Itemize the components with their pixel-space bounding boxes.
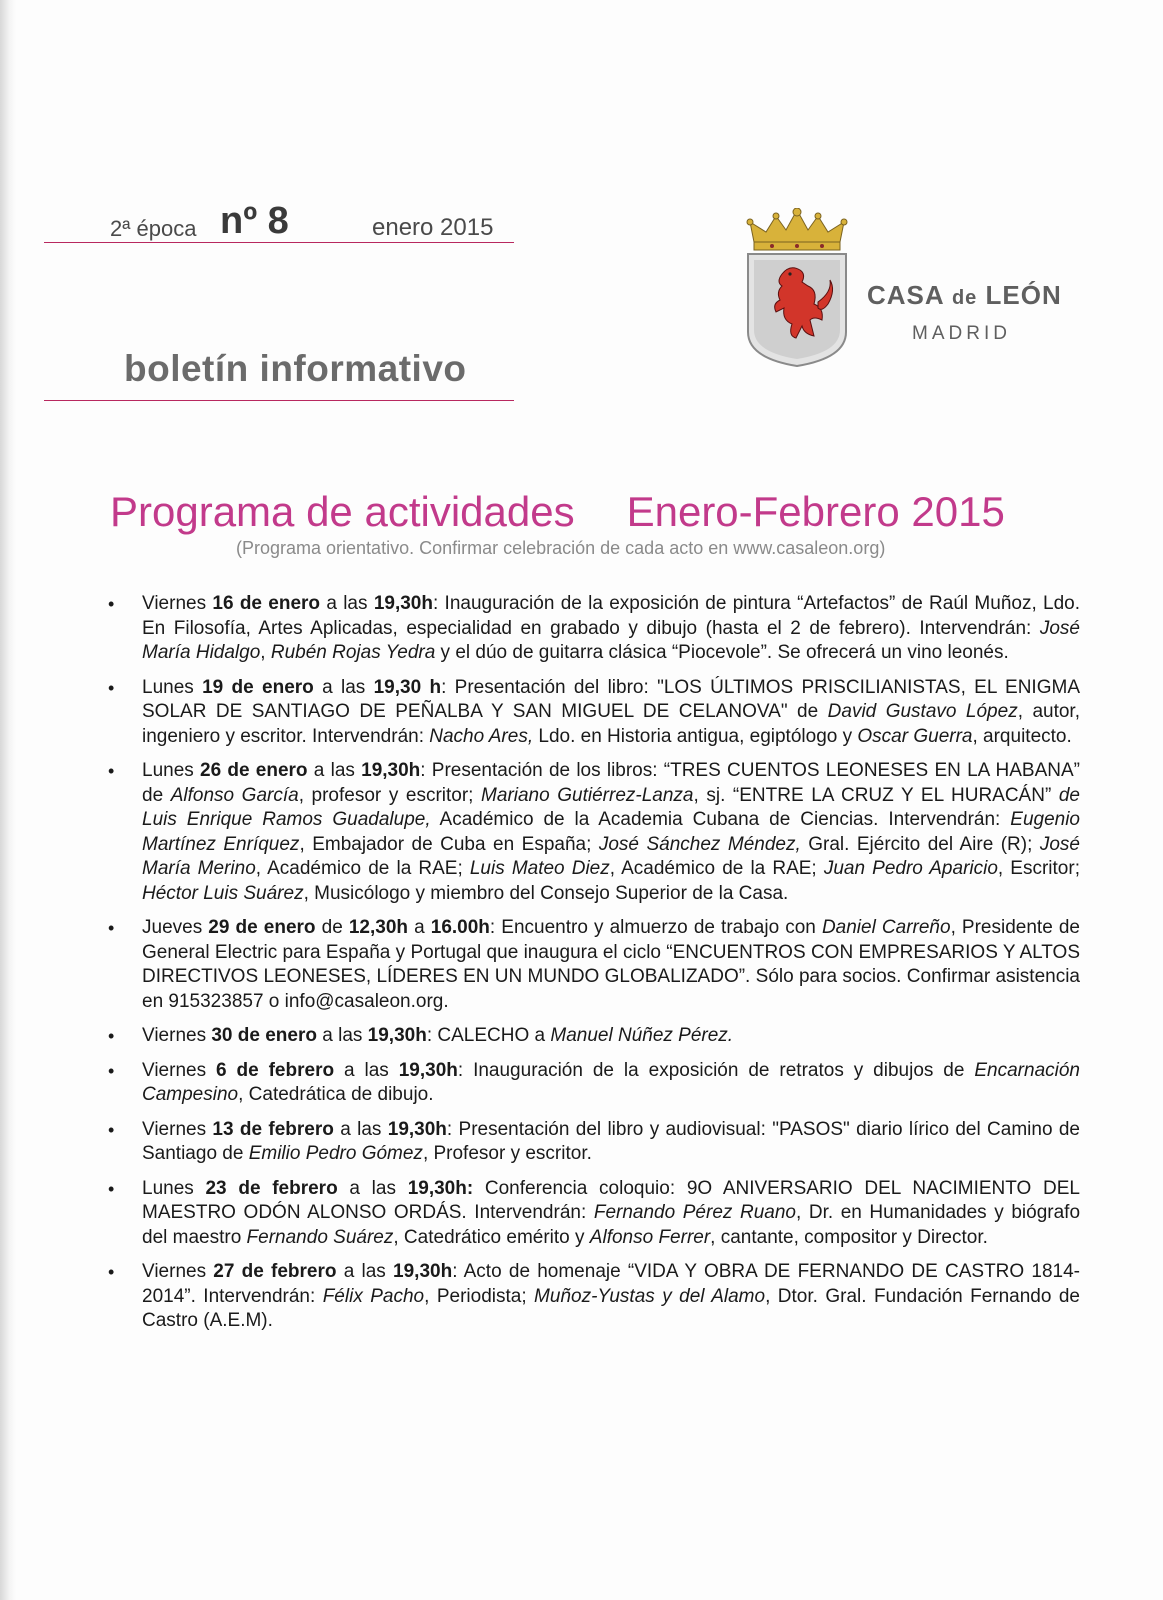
activity-item — [102, 592, 1080, 666]
activity-person-text: Oscar Guerra — [857, 725, 973, 747]
activity-person-text: Emilio Pedro Gómez — [248, 1143, 423, 1164]
activity-date-text: 12,30h — [348, 917, 409, 938]
activity-person-text: Muñoz-Yustas y del Alamo — [534, 1285, 766, 1307]
activity-text: , Académico de la RAE; — [255, 858, 470, 879]
activity-text: Viernes — [142, 1118, 213, 1140]
activity-person-text: de Luis Enrique Ramos Guadalupe, — [142, 784, 1080, 830]
activity-person-text: José María Merino — [142, 833, 1080, 879]
activity-text: a las — [307, 760, 362, 781]
bullet-icon: • — [108, 677, 115, 698]
activity-person-text: Eugenio Martínez Enríquez — [142, 809, 1080, 855]
activity-text: : Inauguración de la exposición de pintura “Artefactos” de Raúl Muñoz, Ldo. En Filosofía, Artes Aplicadas, especialidad en grabado y dibujo (hasta el 2 de febrero). Intervendrán: — [142, 593, 1081, 639]
activity-text: , Presidente de General Electric para España y Portugal que inaugura el ciclo “ENCUENTROS CON EMPRESARIOS Y ALTOS DIRECTIVOS LEONESES, LÍDERES EN UN MUNDO GLOBALIZADO”. Sólo para socios. Confirmar asistencia en 915323857 o info@casaleon.org. — [142, 917, 1080, 1012]
activity-text: , Dr. en Humanidades y biógrafo del maestro — [142, 1202, 1081, 1248]
bulletin-title-text: boletín informativo — [124, 348, 467, 389]
activity-person-text: José María Hidalgo — [142, 617, 1080, 663]
program-title — [110, 488, 1090, 536]
activity-person-text: Alfonso García — [170, 784, 299, 806]
issue-epoca: 2ª época — [110, 216, 197, 241]
activity-text: : Presentación del libro: "LOS ÚLTIMOS PRISCILIANISTAS, EL ENIGMA SOLAR DE SANTIAGO DE PEÑALBA Y SAN MIGUEL DE CELANOVA" de — [142, 676, 1080, 722]
activity-date-text: 19 de enero — [202, 676, 314, 698]
activity-item — [102, 1177, 1080, 1251]
bullet-icon: • — [108, 1119, 115, 1140]
activity-person-text: José Sánchez Méndez, — [598, 833, 801, 855]
activity-text: a — [408, 917, 431, 938]
activity-text: Ldo. en Historia antigua, egiptólogo y — [533, 725, 858, 747]
activity-item — [102, 1059, 1080, 1108]
org-name-casa: CASA — [867, 280, 944, 310]
activity-person-text: Mariano Gutiérrez-Lanza — [481, 784, 694, 806]
activity-date-text: 6 de febrero — [216, 1059, 335, 1081]
activity-date-text: 19,30h — [398, 1059, 458, 1081]
activity-date-text: 16.00h — [430, 917, 490, 938]
activity-date-text: 16 de enero — [212, 593, 321, 614]
activity-text: Lunes — [142, 676, 203, 698]
activity-item — [102, 1118, 1080, 1167]
activity-person-text: Encarnación Campesino — [142, 1059, 1080, 1105]
activity-date-text: 13 de febrero — [212, 1118, 334, 1140]
activity-text: : Presentación de los libros: “TRES CUENTOS LEONESES EN LA HABANA” de — [142, 760, 1080, 806]
issue-line — [44, 196, 514, 243]
logo-area — [742, 208, 1072, 378]
activity-text: : Presentación del libro y audiovisual: "PASOS" diario lírico del Camino de Santiago de — [142, 1118, 1080, 1164]
activity-person-text: Nacho Ares, — [429, 725, 534, 747]
org-name-leon: LEÓN — [985, 280, 1062, 310]
activity-text: a las — [334, 1059, 399, 1081]
activity-item — [102, 676, 1080, 750]
activity-person-text: Félix Pacho — [322, 1285, 425, 1307]
issue-date: enero 2015 — [372, 214, 494, 241]
activity-list — [102, 592, 1080, 1344]
activity-text: : CALECHO a — [426, 1025, 551, 1046]
activity-text: Lunes — [142, 1177, 206, 1199]
activity-text: , Musicólogo y miembro del Consejo Superior de la Casa. — [303, 882, 789, 904]
activity-text: Jueves — [142, 917, 209, 938]
activity-date-text: 19,30 h — [373, 676, 442, 698]
activity-text: a las — [320, 593, 374, 614]
activity-item — [102, 1024, 1080, 1049]
activity-text: , profesor y escritor; — [298, 784, 482, 806]
activity-text: a las — [316, 1025, 368, 1046]
casa-de-leon-coat-of-arms-icon — [742, 208, 852, 368]
activity-person-text: Juan Pedro Aparicio — [823, 858, 998, 879]
activity-text: Gral. Ejército del Aire (R); — [800, 833, 1040, 855]
activity-text: , arquitecto. — [972, 725, 1072, 747]
bullet-icon: • — [108, 1026, 115, 1046]
masthead — [44, 196, 514, 389]
activity-text: , Dtor. Gral. Fundación Fernando de Castro (A.E.M). — [142, 1285, 1081, 1331]
activity-text: Viernes — [142, 1261, 214, 1282]
activity-text: , Catedrático emérito y — [393, 1226, 590, 1248]
org-name-de: de — [951, 287, 978, 309]
activity-text: , Embajador de Cuba en España; — [299, 833, 599, 855]
activity-item — [102, 759, 1080, 906]
bulletin-title — [44, 344, 514, 401]
activity-date-text: 19,30h — [393, 1261, 453, 1282]
activity-date-text: 19,30h — [361, 760, 421, 781]
activity-text: de — [315, 917, 349, 938]
activity-date-text: 19,30h — [367, 1025, 427, 1046]
activity-text: a las — [337, 1177, 408, 1199]
activity-text: , Escritor; — [997, 858, 1080, 879]
activity-person-text: Manuel Núñez Pérez. — [550, 1025, 734, 1046]
activity-text: , Académico de la RAE; — [609, 858, 824, 879]
activity-text: , autor, ingeniero y escritor. Intervendrán: — [142, 701, 1080, 747]
activity-date-text: 19,30h: — [407, 1177, 474, 1199]
program-subtitle: (Programa orientativo. Confirmar celebración de cada acto en www.casaleon.org) — [236, 538, 886, 558]
activity-text: , Catedrática de dibujo. — [238, 1084, 434, 1105]
activity-text: Viernes — [142, 1025, 212, 1046]
activity-text: : Inauguración de la exposición de retratos y dibujos de — [457, 1059, 975, 1081]
activity-text: : Encuentro y almuerzo de trabajo con — [489, 917, 822, 938]
bullet-icon: • — [108, 1262, 115, 1282]
activity-date-text: 19,30h — [387, 1118, 447, 1140]
activity-date-text: 23 de febrero — [205, 1177, 338, 1199]
activity-text: , Periodista; — [424, 1285, 535, 1307]
org-name — [867, 280, 1062, 311]
activity-person-text: Héctor Luis Suárez — [142, 882, 304, 904]
activity-date-text: 30 de enero — [211, 1025, 317, 1046]
activity-text: a las — [336, 1261, 394, 1282]
program-title-left: Programa de actividades — [110, 488, 575, 535]
activity-person-text: Rubén Rojas Yedra — [270, 642, 436, 663]
activity-person-text: Daniel Carreño — [821, 917, 951, 938]
activity-text: Lunes — [142, 760, 201, 781]
activity-item — [102, 1260, 1080, 1334]
activity-text: Viernes — [142, 593, 213, 614]
org-city: MADRID — [912, 323, 1011, 344]
activity-date-text: 27 de febrero — [213, 1261, 337, 1282]
bullet-icon: • — [108, 918, 115, 938]
activity-date-text: 26 de enero — [200, 760, 308, 781]
activity-date-text: 29 de enero — [208, 917, 316, 938]
activity-text: , — [260, 642, 271, 663]
activity-person-text: David Gustavo López — [827, 701, 1018, 722]
activity-text: a las — [313, 676, 374, 698]
activity-text: Conferencia coloquio: 9O ANIVERSARIO DEL NACIMIENTO DEL MAESTRO ODÓN ALONSO ORDÁS. Intervendrán: — [142, 1177, 1080, 1223]
scan-left-edge — [0, 0, 16, 1600]
activity-text: , sj. “ENTRE LA CRUZ Y EL HURACÁN” — [693, 784, 1059, 806]
activity-item — [102, 916, 1080, 1014]
bullet-icon: • — [108, 1060, 115, 1081]
activity-person-text: Fernando Suárez — [246, 1226, 394, 1248]
activity-person-text: Fernando Pérez Ruano — [593, 1202, 796, 1223]
bullet-icon: • — [108, 1178, 115, 1199]
activity-text: a las — [333, 1118, 388, 1140]
issue-number: nº 8 — [220, 200, 289, 242]
activity-text: , cantante, compositor y Director. — [710, 1226, 988, 1248]
program-title-right: Enero-Febrero 2015 — [626, 488, 1005, 535]
activity-text: Académico de la Academia Cubana de Ciencias. Intervendrán: — [430, 809, 1011, 830]
activity-person-text: Luis Mateo Diez — [469, 858, 610, 879]
bullet-icon: • — [108, 761, 115, 781]
bullet-icon: • — [108, 594, 115, 614]
activity-text: y el dúo de guitarra clásica “Piocevole”. Se ofrecerá un vino leonés. — [435, 642, 1009, 663]
activity-text: : Acto de homenaje “VIDA Y OBRA DE FERNANDO DE CASTRO 1814-2014”. Intervendrán: — [142, 1261, 1080, 1307]
activity-text: , Profesor y escritor. — [422, 1143, 592, 1164]
activity-date-text: 19,30h — [373, 593, 433, 614]
activity-text: Viernes — [142, 1059, 217, 1081]
activity-person-text: Alfonso Ferrer — [589, 1226, 711, 1248]
